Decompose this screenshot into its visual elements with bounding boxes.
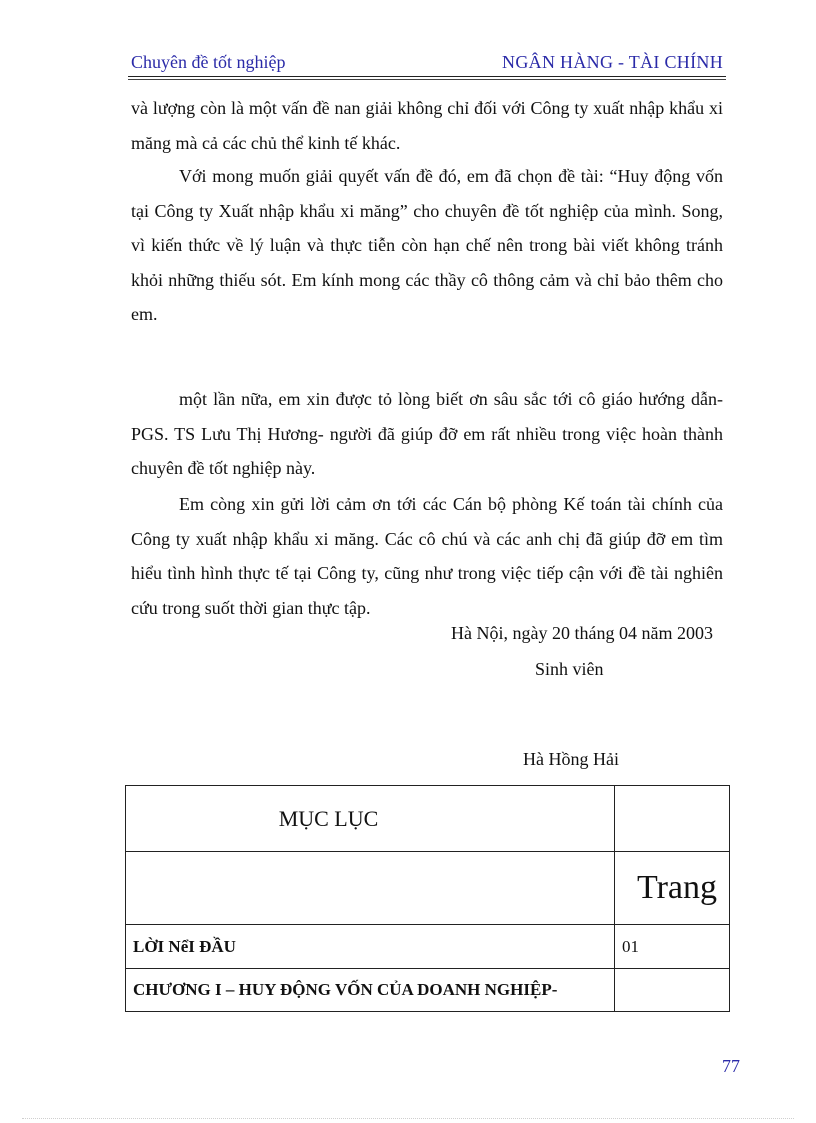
- table-row: [126, 969, 730, 1012]
- paragraph-text: Em còng xin gửi lời cảm ơn tới các Cán bộ phòng Kế toán tài chính của Công ty xuất nhập khẩu xi măng. Các cô chú và các anh chị đã giúp đỡ em tìm hiểu tình hình thực tế tại Công ty, cũng như trong việc tiếp cận với đề tài nghiên cứu trong suốt thời gian thực tập.: [131, 494, 723, 618]
- body-paragraph-1: [131, 91, 723, 160]
- page-number: 77: [722, 1056, 740, 1076]
- toc-entry-label: CHƯƠNG I – HUY ĐỘNG VỐN CỦA DOANH NGHIỆP-: [126, 969, 615, 1012]
- signature-role: Sinh viên: [535, 659, 604, 679]
- paragraph-text: Với mong muốn giải quyết vấn đề đó, em đã chọn đề tài: “Huy động vốn tại Công ty Xuất nhập khẩu xi măng” cho chuyên đề tốt nghiệp của mình. Song, vì kiến thức về lý luận và thực tiễn còn hạn chế nên trong bài viết không tránh khỏi những thiếu sót. Em kính mong các thầy cô thông cảm và chỉ bảo thêm cho em.: [131, 166, 723, 324]
- toc-title: MỤC LỤC: [126, 786, 615, 852]
- toc-entry-label: LỜI NểI ĐẦU: [126, 925, 615, 969]
- body-paragraph-3: [131, 382, 723, 486]
- signature-name: Hà Hồng Hải: [523, 749, 619, 769]
- body-paragraph-4: [131, 487, 723, 625]
- toc-entry-page: [615, 969, 730, 1012]
- body-paragraph-2: [131, 159, 723, 332]
- footer-divider: [22, 1118, 794, 1119]
- header-divider: [128, 76, 726, 80]
- header-left-title: Chuyên đề tốt nghiệp: [131, 52, 286, 72]
- paragraph-text: một lần nữa, em xin được tỏ lòng biết ơn sâu sắc tới cô giáo hướng dẫn- PGS. TS Lưu Thị Hương- người đã giúp đỡ em rất nhiều trong việc hoàn thành chuyên đề tốt nghiệp này.: [131, 389, 723, 478]
- running-header: [131, 52, 723, 78]
- table-of-contents: [125, 785, 730, 1012]
- table-row: [126, 925, 730, 969]
- toc-page-column-label: Trang: [615, 852, 730, 925]
- paragraph-text: và lượng còn là một vấn đề nan giải không chỉ đối với Công ty xuất nhập khẩu xi măng mà cả các chủ thể kinh tế khác.: [131, 98, 723, 153]
- header-right-title: NGÂN HÀNG - TÀI CHÍNH: [502, 52, 723, 72]
- toc-header-row: [126, 852, 730, 925]
- toc-empty-cell: [126, 852, 615, 925]
- toc-entry-page: 01: [615, 925, 730, 969]
- toc-title-row: [126, 786, 730, 852]
- signature-date: Hà Nội, ngày 20 tháng 04 năm 2003: [451, 623, 713, 643]
- toc-empty-cell: [615, 786, 730, 852]
